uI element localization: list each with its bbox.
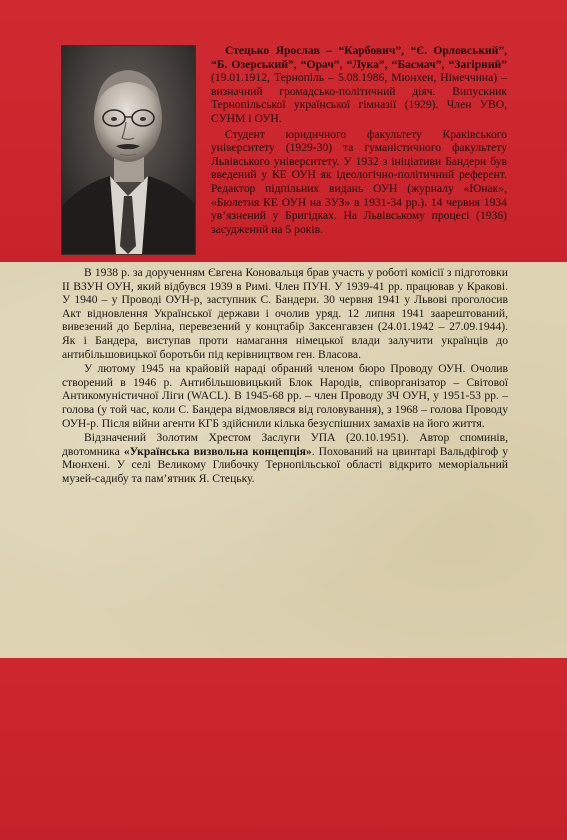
body-paragraph-3 [62,431,508,485]
bio-intro-paragraph [211,44,507,126]
book-title: «Українська визвольна концепція» [123,444,312,458]
biography-header-text [211,44,507,236]
bottom-red-band [0,658,567,840]
p3-after: . Похований на цвинтарі Вальдфігоф у Мюнхені. У селі Великому Глибочку Тернопільської області відкрито меморіальний музей-садибу та пам’ятник Я. Стецьку. [62,444,508,485]
bio-education-paragraph: Студент юридичного факультету Краківського університету (1929-30) та гуманістичного факультету Львівського університету. У 1932 з ініціативи Бандери був введений у КЕ ОУН як ідеологічно-політичний референт. Редактор підпільних видань ОУН (журналу «Юнак», «Бюлетня КЕ ОУН на ЗУЗ» в 1931-34 рр.). 14 червня 1934 ув’язнений у Бригідках. На Львівському процесі (1936) засуджений на 5 років. [211,127,507,236]
portrait-photo [62,46,195,254]
biography-body-text [62,266,508,486]
body-paragraph-1: В 1938 р. за дорученням Євгена Коновальця брав участь у роботі комісії з підготовки II ВЗУН ОУН, який відбувся 1939 в Римі. Член ПУН. У 1939-41 рр. працював у Кракові. У 1940 – у Проводі ОУН-р, заступник С. Бандери. 30 червня 1941 у Львові проголосив Акт відновлення Української держави і очолив уряд. 12 липня 1941 заарештований, вивезений до Берліна, перевезений у концтабір Заксенгавзен (24.01.1942 – 27.09.1944). Як і Бандера, виступав проти намагання німецької влади залучити українців до антибільшовицької боротьби під керівництвом ген. Власова. [62,266,508,361]
body-paragraph-2: У лютому 1945 на крайовій нараді обраний членом бюро Проводу ОУН. Очолив створений в 1946 р. Антибільшовицький Блок Народів, співорганізатор – Світової Антикомуністичної Ліги (WACL). В 1945-68 рр. – член Проводу ЗЧ ОУН, у 1951-53 рр. – голова (у той час, коли С. Бандера відмовлявся від головування), з 1968 – голова Проводу ОУН-р. Після війни агенти КГБ здійснили кілька безуспішних замахів на його життя. [62,362,508,430]
bio-intro-rest: (19.01.1912, Тернопіль – 5.08.1986, Мюнхен, Німеччина) – визначний громадсько-політичний діяч. Випускник Тернопільської української гімназії (1929). Член УВО, СУНМ і ОУН. [211,71,507,125]
p3-before: Відзначений Золотим Хрестом Заслуги УПА (20.10.1951). Автор споминів, двотомника [62,431,508,458]
person-name-aliases: Стецько Ярослав – “Карбович”, “Є. Орловський”, “Б. Озерський”, “Орач”, “Лука”, “Басмач”, “Загірний” [211,44,507,71]
portrait-illustration [62,46,195,254]
